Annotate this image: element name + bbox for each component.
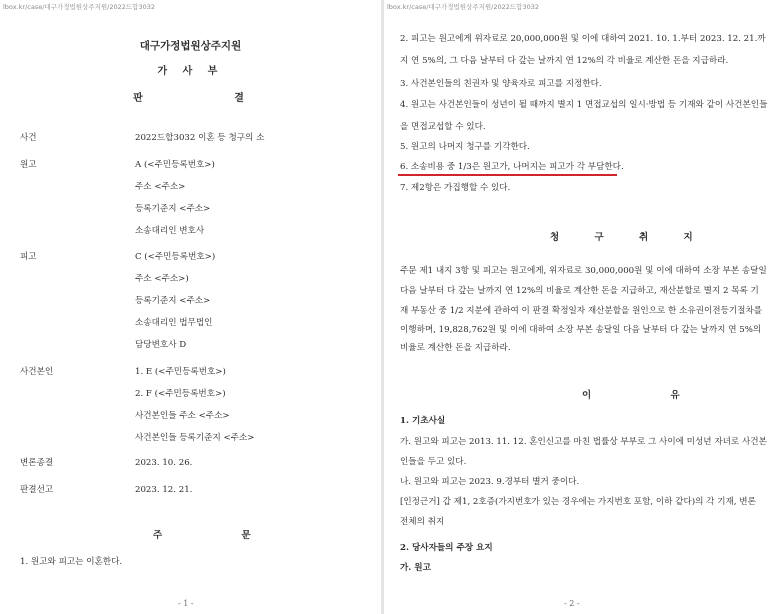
claim-line: 비율로 계산한 돈을 지급하라. bbox=[400, 343, 511, 353]
page-header-url: lbox.kr/case/대구가정법원상주지원/2022드합3032 bbox=[3, 3, 156, 11]
judgment-date-label: 판결선고 bbox=[20, 485, 54, 495]
order-item: 1. 원고와 피고는 이혼한다. bbox=[20, 557, 123, 567]
defendant-line: C (<주민등록번호>) bbox=[135, 252, 216, 262]
page-header-url: lbox.kr/case/대구가정법원상주지원/2022드합3032 bbox=[387, 3, 540, 11]
order-heading: 주 문 bbox=[153, 530, 289, 541]
facts-line: 인들을 두고 있다. bbox=[400, 457, 467, 467]
court-name: 대구가정법원상주지원 bbox=[139, 40, 242, 52]
order-item: 7. 제2항은 가집행할 수 있다. bbox=[400, 183, 511, 193]
plaintiff-line: 소송대리인 변호사 bbox=[135, 226, 205, 236]
defendant-line: 소송대리인 법무법인 bbox=[135, 318, 213, 328]
judgment-page-2 bbox=[384, 0, 768, 614]
plaintiff-label: 원고 bbox=[20, 160, 37, 170]
claim-line: 이행하며, 19,828,762원 및 이에 대하여 소장 부본 송달일 다음 날부터 다 갚는 날까지 연 5%의 bbox=[400, 325, 762, 335]
defendant-line: 주소 <주소>) bbox=[135, 274, 189, 284]
principal-line: 사건본인들 주소 <주소> bbox=[135, 411, 230, 421]
facts-line: 나. 원고와 피고는 2023. 9.경부터 별거 중이다. bbox=[400, 477, 580, 487]
order-item: 2. 피고는 원고에게 위자료로 20,000,000원 및 이에 대하여 2021. 10. 1.부터 2023. 12. 21.까 bbox=[400, 34, 766, 44]
red-underline bbox=[398, 174, 617, 176]
plaintiff-line: A (<주민등록번호>) bbox=[135, 160, 215, 170]
case-label: 사건 bbox=[20, 133, 37, 143]
claim-line: 재 부동산 중 1/2 지분에 관하여 이 판결 확정일자 재산분할을 원인으로 한 소유권이전등기절차를 bbox=[400, 306, 763, 316]
claim-heading: 청 구 취 지 bbox=[550, 232, 709, 243]
facts-line: [인정근거] 갑 제1, 2호증(가지번호가 있는 경우에는 가지번호 포함, 이하 같다)의 각 기재, 변론 bbox=[400, 497, 756, 507]
hearing-end-label: 변론종결 bbox=[20, 458, 54, 468]
page-number: - 1 - bbox=[178, 599, 194, 608]
page-number: - 2 - bbox=[564, 599, 580, 608]
defendant-line: 등록기준지 <주소> bbox=[135, 296, 211, 306]
basic-facts-heading: 1. 기초사실 bbox=[400, 416, 446, 426]
plaintiff-subheading: 가. 원고 bbox=[400, 563, 431, 573]
claim-line: 주문 제1 내지 3항 및 피고는 원고에게, 위자료로 30,000,000원 및 이에 대하여 소장 부본 송달일 bbox=[400, 266, 767, 276]
defendant-label: 피고 bbox=[20, 252, 37, 262]
principal-label: 사건본인 bbox=[20, 367, 54, 377]
claim-line: 다음 날부터 다 갚는 날까지 연 12%의 비율로 계산한 돈을 지급하고, 재산분할로 별지 2 목록 기 bbox=[400, 286, 759, 296]
department-name: 가 사 부 bbox=[157, 66, 224, 77]
defendant-line: 담당변호사 D bbox=[135, 340, 187, 350]
facts-line: 전체의 취지 bbox=[400, 517, 445, 527]
order-item: 5. 원고의 나머지 청구를 기각한다. bbox=[400, 142, 530, 152]
case-value: 2022드합3032 이혼 등 청구의 소 bbox=[135, 133, 265, 143]
order-item: 3. 사건본인들의 친권자 및 양육자로 피고를 지정한다. bbox=[400, 79, 602, 89]
order-item: 4. 원고는 사건본인들이 성년이 될 때까지 별지 1 면접교섭의 일시·방법 등 기재와 같이 사건본인들 bbox=[400, 100, 768, 110]
facts-line: 가. 원고와 피고는 2013. 11. 12. 혼인신고를 마친 법률상 부부로 그 사이에 미성년 자녀로 사건본 bbox=[400, 437, 767, 447]
judgment-page-1 bbox=[0, 0, 381, 614]
principal-line: 1. E (<주민등록번호>) bbox=[135, 367, 226, 377]
claims-heading: 2. 당사자들의 주장 요지 bbox=[400, 543, 493, 553]
document-type: 판 결 bbox=[133, 93, 288, 104]
principal-line: 사건본인들 등록기준지 <주소> bbox=[135, 433, 255, 443]
order-item: 을 면접교섭할 수 있다. bbox=[400, 122, 486, 132]
principal-line: 2. F (<주민등록번호>) bbox=[135, 389, 226, 399]
reason-heading: 이 유 bbox=[582, 390, 718, 401]
order-item: 지 연 5%의, 그 다음 날부터 다 갚는 날까지 연 12%의 각 비율로 계산한 돈을 지급하라. bbox=[400, 56, 729, 66]
order-item-highlighted: 6. 소송비용 중 1/3은 원고가, 나머지는 피고가 각 부담한다. bbox=[400, 162, 624, 172]
plaintiff-line: 주소 <주소> bbox=[135, 182, 186, 192]
hearing-end-date: 2023. 10. 26. bbox=[135, 458, 193, 468]
plaintiff-line: 등록기준지 <주소> bbox=[135, 204, 211, 214]
judgment-date: 2023. 12. 21. bbox=[135, 485, 193, 495]
